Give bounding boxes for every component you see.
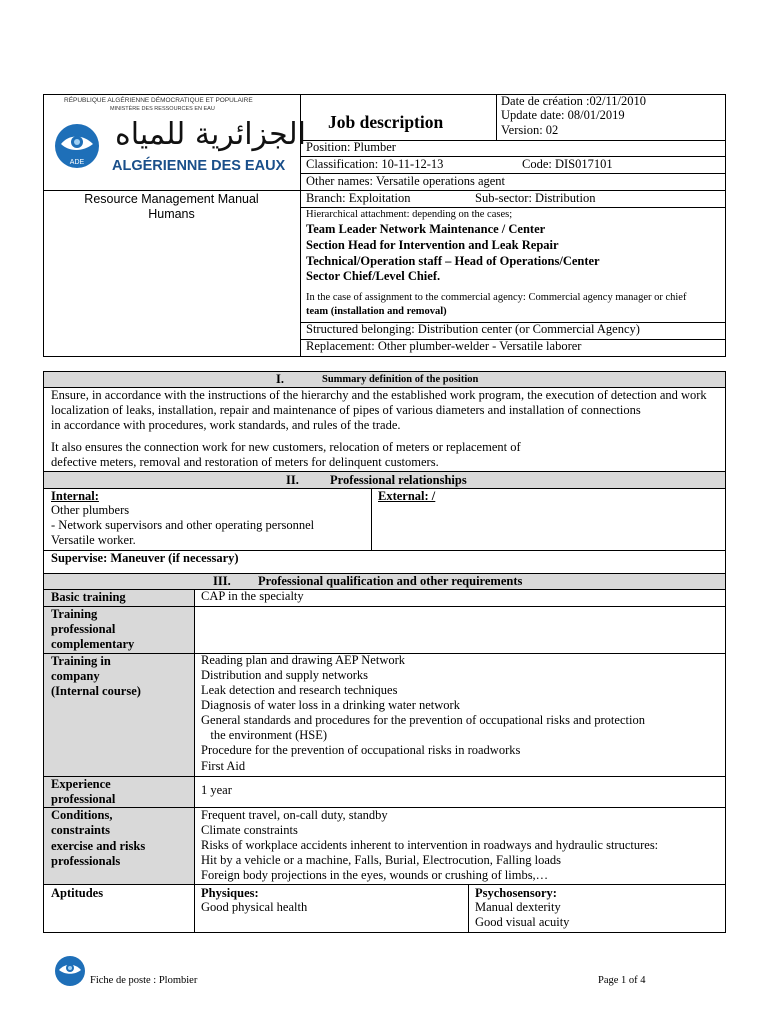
footer-logo xyxy=(54,955,86,987)
structured-belonging: Structured belonging: Distribution center (or Commercial Agency) xyxy=(306,322,640,336)
psychosensory-value: Good visual acuity xyxy=(475,915,570,929)
footer-document-name: Fiche de poste : Plombier xyxy=(90,975,198,986)
section-3-row-line xyxy=(43,776,726,777)
complementary-training-label: Training xyxy=(51,607,98,621)
psychosensory-value: Manual dexterity xyxy=(475,900,561,914)
other-names-field: Other names: Versatile operations agent xyxy=(306,174,506,188)
company-training-label: (Internal course) xyxy=(51,684,141,698)
hierarchy-line: Technical/Operation staff – Head of Operations/Center xyxy=(306,254,600,268)
classification-field: Classification: 10-11-12-13 xyxy=(306,157,444,171)
section-2-col-divider xyxy=(371,488,372,550)
internal-item: - Network supervisors and other operating personnel xyxy=(51,518,315,532)
aptitudes-label: Aptitudes xyxy=(51,886,104,900)
commercial-assignment-line1: In the case of assignment to the commercial agency: Commercial agency manager or chief xyxy=(306,292,687,303)
complementary-training-label: professional xyxy=(51,622,116,636)
water-drop-logo-icon xyxy=(53,122,101,170)
company-logo xyxy=(53,122,101,170)
manual-title-line1: Resource Management Manual xyxy=(84,192,259,206)
summary-paragraph-1-line: Ensure, in accordance with the instructions of the hierarchy and the established work program, the execution of detection and work xyxy=(51,388,707,402)
header-divider-v2 xyxy=(496,94,497,140)
internal-item: Versatile worker. xyxy=(51,533,136,547)
section-2-title: Professional relationships xyxy=(330,473,467,487)
aptitudes-divider xyxy=(468,884,469,933)
internal-item: Other plumbers xyxy=(51,503,130,517)
position-field: Position: Plumber xyxy=(306,140,396,154)
hierarchy-line: Team Leader Network Maintenance / Center xyxy=(306,222,546,236)
summary-paragraph-1-line: localization of leaks, installation, repair and maintenance of pipes of various diameters and installation of connections xyxy=(51,403,641,417)
section-3-col-divider xyxy=(194,589,195,933)
version: Version: 02 xyxy=(501,123,559,137)
code-field: Code: DIS017101 xyxy=(522,157,613,171)
section-3-row-line xyxy=(43,606,726,607)
creation-date: Date de création :02/11/2010 xyxy=(501,94,646,108)
external-label: External: / xyxy=(378,489,436,503)
commercial-assignment-line2: team (installation and removal) xyxy=(306,306,447,317)
section-3-number: III. xyxy=(213,574,231,588)
section-3-title: Professional qualification and other requirements xyxy=(258,574,523,588)
water-drop-logo-icon xyxy=(54,955,86,987)
page-title: Job description xyxy=(328,112,444,132)
replacement: Replacement: Other plumber-welder - Versatile laborer xyxy=(306,339,582,353)
psychosensory-label: Psychosensory: xyxy=(475,886,557,900)
company-training-item: General standards and procedures for the prevention of occupational risks and protection xyxy=(201,713,645,727)
section-1-title: Summary definition of the position xyxy=(322,374,479,385)
footer-page-number: Page 1 of 4 xyxy=(598,975,646,986)
experience-label: Experience xyxy=(51,777,111,791)
conditions-item: Climate constraints xyxy=(201,823,298,837)
basic-training-value: CAP in the specialty xyxy=(201,589,304,603)
internal-label: Internal: xyxy=(51,489,99,503)
section-1-number: I. xyxy=(276,372,284,386)
company-training-item: Reading plan and drawing AEP Network xyxy=(201,653,406,667)
section-2-number: II. xyxy=(286,473,299,487)
experience-label: professional xyxy=(51,792,116,806)
manual-title-line2: Humans xyxy=(148,207,195,221)
company-training-item: Procedure for the prevention of occupational risks in roadworks xyxy=(201,743,521,757)
ministry-text: MINISTÈRE DES RESSOURCES EN EAU xyxy=(110,106,215,112)
company-training-label: company xyxy=(51,669,100,683)
company-training-item: Leak detection and research techniques xyxy=(201,683,398,697)
conditions-item: Foreign body projections in the eyes, wounds or crushing of limbs,… xyxy=(201,868,549,882)
conditions-item: Frequent travel, on-call duty, standby xyxy=(201,808,388,822)
conditions-item: Risks of workplace accidents inherent to intervention in roadways and hydraulic structures: xyxy=(201,838,659,852)
company-training-item: Diagnosis of water loss in a drinking water network xyxy=(201,698,460,712)
svg-text:ADE: ADE xyxy=(69,159,85,166)
section-3-row-line xyxy=(43,884,726,885)
hierarchy-line: Sector Chief/Level Chief. xyxy=(306,269,441,283)
physiques-value: Good physical health xyxy=(201,900,308,914)
company-training-label: Training in xyxy=(51,654,111,668)
summary-paragraph-2-line: defective meters, removal and restoration of meters for delinquent customers. xyxy=(51,455,439,469)
company-name: ALGÉRIENNE DES EAUX xyxy=(112,158,286,174)
conditions-item: Hit by a vehicle or a machine, Falls, Burial, Electrocution, Falling loads xyxy=(201,853,561,867)
hierarchy-line: Section Head for Intervention and Leak Repair xyxy=(306,238,559,252)
conditions-label: constraints xyxy=(51,823,111,837)
summary-paragraph-1-line: in accordance with procedures, work standards, and rules of the trade. xyxy=(51,418,401,432)
basic-training-label: Basic training xyxy=(51,590,126,604)
arabic-company-name: الجزائرية للمياه xyxy=(115,117,306,152)
conditions-label: exercise and risks xyxy=(51,839,146,853)
conditions-label: Conditions, xyxy=(51,808,113,822)
company-training-item: the environment (HSE) xyxy=(201,728,328,742)
company-training-item: First Aid xyxy=(201,759,246,773)
branch-field: Branch: Exploitation xyxy=(306,191,411,205)
subsector-field: Sub-sector: Distribution xyxy=(475,191,596,205)
hierarchy-intro: Hierarchical attachment: depending on the cases; xyxy=(306,209,513,220)
physiques-label: Physiques: xyxy=(201,886,259,900)
conditions-label: professionals xyxy=(51,854,121,868)
update-date: Update date: 08/01/2019 xyxy=(501,108,625,122)
summary-paragraph-2-line: It also ensures the connection work for new customers, relocation of meters or replacement of xyxy=(51,440,521,454)
supervise-line: Supervise: Maneuver (if necessary) xyxy=(51,551,239,565)
experience-value: 1 year xyxy=(201,783,232,797)
republic-text: RÉPUBLIQUE ALGÉRIENNE DÉMOCRATIQUE ET POPULAIRE xyxy=(64,97,253,104)
company-training-item: Distribution and supply networks xyxy=(201,668,369,682)
complementary-training-label: complementary xyxy=(51,637,135,651)
